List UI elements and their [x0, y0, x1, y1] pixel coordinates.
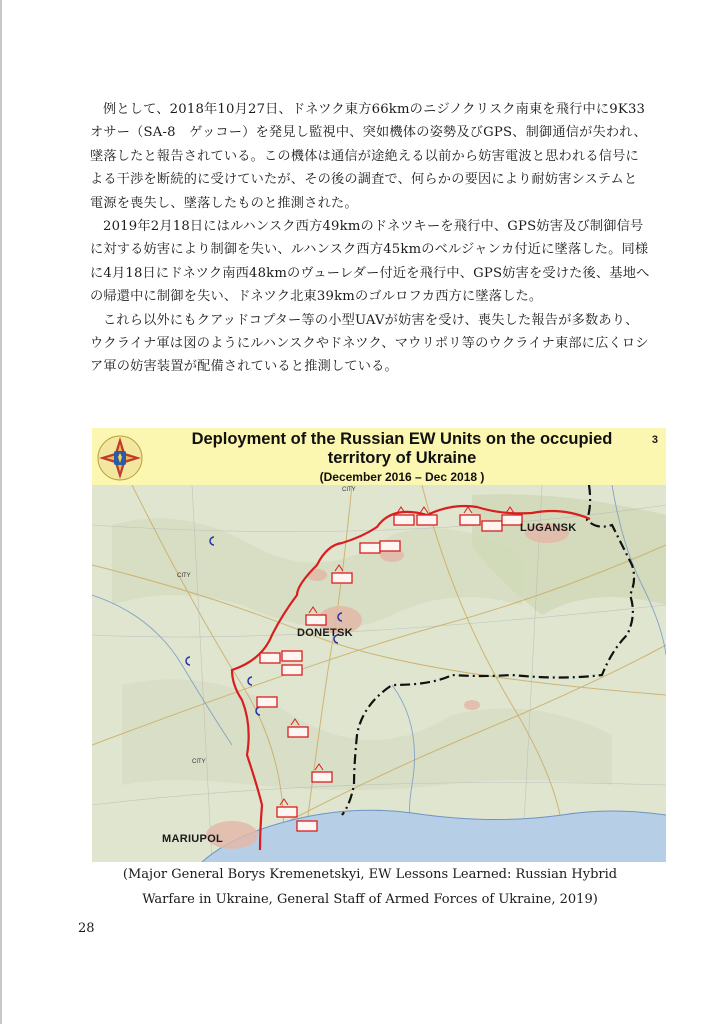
city-label: CITY [342, 487, 356, 493]
donetsk-label: DONETSK [297, 627, 353, 639]
figure-caption [80, 862, 660, 912]
ew-unit-icon [288, 727, 308, 737]
paragraph-2: 2019年2月18日にはルハンスク西方49kmのドネツキーを飛行中、GPS妨害及び制御信号に対する妨害により制御を失い、ルハンスク西方45kmのベルジャンカ付近に墜落した。同様に4月18日にドネツク南西48kmのヴューレダー付近を飛行中、GPS妨害を受けた後、基地への帰還中に制御を失い、ドネツク北東39kmのゴルロフカ西方に墜落した。 [90, 219, 650, 305]
ew-unit-icon [482, 521, 502, 531]
caption-line-1: (Major General Borys Kremenetskyi, EW Lessons Learned: Russian Hybrid [122, 867, 618, 882]
ew-unit-icon [297, 821, 317, 831]
caption-line-2: Warfare in Ukraine, General Staff of Armed Forces of Ukraine, 2019) [142, 892, 598, 907]
ew-deployment-figure [92, 428, 666, 862]
paragraph-1: 例として、2018年10月27日、ドネツク東方66kmのニジノクリスク南東を飛行中に9K33オサー（SA-8 ゲッコー）を発見し監視中、突如機体の姿勢及びGPS、制御通信が失われ、墜落したと報告されている。この機体は通信が途絶える以前から妨害電波と思われる信号による干渉を断続的に受けていたが、その後の調査で、何らかの要因により耐妨害システムと電源を喪失し、墜落したものと推測された。 [90, 102, 647, 211]
paragraph-3: これら以外にもクアッドコプター等の小型UAVが妨害を受け、喪失した報告が多数あり、ウクライナ軍は図のようにルハンスクやドネツク、マウリポリ等のウクライナ東部に広くロシア軍の妨害装置が配備されていると推測している。 [90, 312, 649, 375]
figure-title-line-2: territory of Ukraine [327, 449, 477, 467]
ew-unit-icon [312, 772, 332, 782]
figure-subtitle: (December 2016 – Dec 2018 ) [319, 470, 485, 484]
ew-unit-icon [260, 653, 280, 663]
ew-unit-icon [380, 541, 400, 551]
ew-unit-icon [277, 807, 297, 817]
ew-unit-icon [502, 515, 522, 525]
figure-title-line-1: Deployment of the Russian EW Units on the occupied [191, 430, 613, 448]
ew-unit-icon [360, 543, 380, 553]
map-graphic [92, 485, 666, 862]
ew-unit-icon [394, 515, 414, 525]
ew-unit-icon [332, 573, 352, 583]
ew-unit-icon [417, 515, 437, 525]
general-staff-emblem-icon [96, 434, 144, 482]
page-number: 28 [78, 921, 95, 936]
ew-unit-icon [282, 651, 302, 661]
city-label: CITY [177, 573, 191, 579]
ew-unit-icon [306, 615, 326, 625]
city-label: CITY [192, 759, 206, 765]
mariupol-label: MARIUPOL [162, 833, 224, 845]
ew-unit-icon [257, 697, 277, 707]
slide-number: 3 [651, 434, 658, 446]
map [92, 485, 666, 862]
figure-header [92, 428, 666, 485]
lugansk-label: LUGANSK [520, 522, 577, 534]
page-edge [0, 0, 2, 1024]
ew-unit-icon [460, 515, 480, 525]
ew-unit-icon [282, 665, 302, 675]
body-text [90, 98, 650, 379]
